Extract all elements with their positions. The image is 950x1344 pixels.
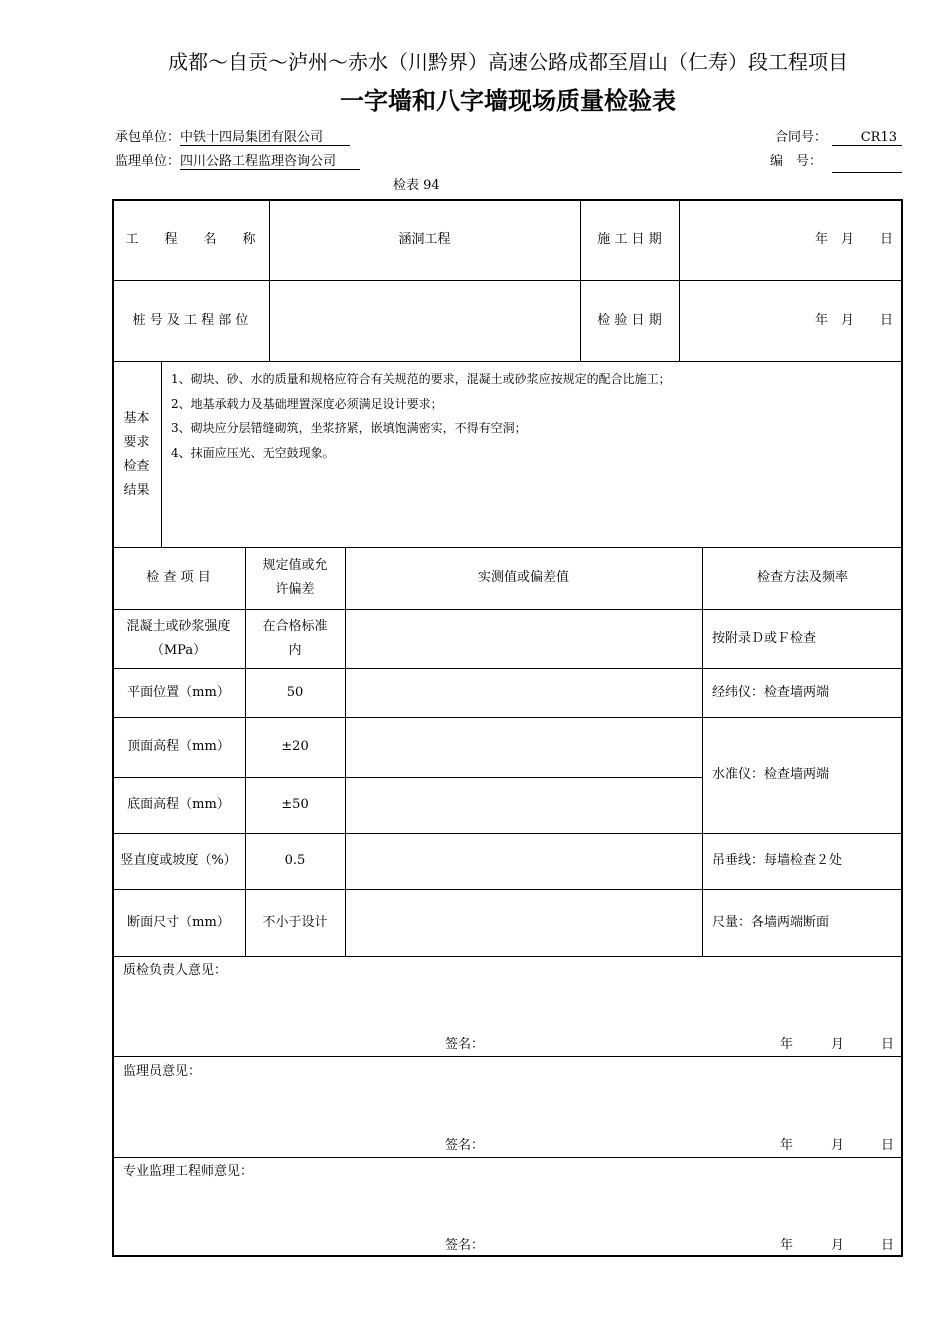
inspection-date-value: 年 月 日 xyxy=(814,312,893,328)
header-tolerance: 规定值或允 许偏差 xyxy=(262,558,328,597)
table-row-method: 按附录Ｄ或Ｆ检查 xyxy=(712,630,817,646)
header-item: 检 查 项 目 xyxy=(146,570,211,585)
engineer-day: 日 xyxy=(881,1238,895,1253)
header-measured: 实测值或偏差值 xyxy=(477,570,569,585)
table-row-tolerance: ±20 xyxy=(281,739,309,754)
supervisor-opinion-label: 监理员意见： xyxy=(123,1064,202,1079)
table-row-item: 顶面高程（mm） xyxy=(127,739,230,754)
supervisor-sign-label: 签名： xyxy=(445,1138,485,1153)
requirement-item: 3、砌块应分层错缝砌筑，坐浆挤紧，嵌填饱满密实，不得有空洞； xyxy=(171,421,527,435)
form-title: 一字墙和八字墙现场质量检验表 xyxy=(340,87,676,115)
engineer-opinion-label: 专业监理工程师意见： xyxy=(123,1164,254,1179)
contractor-value: 中铁十四局集团有限公司 xyxy=(180,130,350,146)
table-row-tolerance: 0.5 xyxy=(284,853,306,868)
project-title: 成都～自贡～泸州～赤水（川黔界）高速公路成都至眉山（仁寿）段工程项目 xyxy=(168,50,848,74)
table-row-method: 经纬仪：检查墙两端 xyxy=(712,684,830,700)
station-value xyxy=(269,280,580,361)
table-row-item: 底面高程（mm） xyxy=(127,797,230,812)
qc-sign-label: 签名： xyxy=(445,1037,485,1052)
station-label: 桩 号 及 工 程 部 位 xyxy=(132,312,249,328)
contractor-label: 承包单位： xyxy=(115,130,181,145)
qc-day: 日 xyxy=(881,1037,895,1052)
requirement-item: 1、砌块、砂、水的质量和规格应符合有关规范的要求，混凝土或砂浆应按规定的配合比施工； xyxy=(171,372,671,386)
supervisor-label: 监理单位： xyxy=(115,154,181,169)
table-row-tolerance: 50 xyxy=(286,684,304,700)
table-row-tolerance: 在合格标准 内 xyxy=(262,618,328,658)
supervisor-value: 四川公路工程监理咨询公司 xyxy=(180,154,360,170)
construction-date-label: 施 工 日 期 xyxy=(597,231,662,247)
supervisor-year: 年 xyxy=(780,1138,794,1153)
serial-no-value xyxy=(832,154,902,173)
project-name-label: 工 程 名 称 xyxy=(125,231,256,247)
table-row-item: 断面尺寸（mm） xyxy=(127,914,230,930)
engineer-month: 月 xyxy=(831,1238,845,1253)
table-row-tolerance: 不小于设计 xyxy=(262,914,328,930)
project-name-value: 涵洞工程 xyxy=(398,231,451,247)
table-row-method: 水准仪：检查墙两端 xyxy=(712,767,830,782)
header-method: 检查方法及频率 xyxy=(756,570,848,585)
basic-requirements-list xyxy=(171,367,671,465)
inspection-date-label: 检 验 日 期 xyxy=(597,312,662,328)
engineer-sign-label: 签名： xyxy=(445,1238,485,1253)
requirement-item: 4、抹面应压光、无空鼓现象。 xyxy=(171,445,335,460)
basic-requirements-label: 基本 要求 检查 结果 xyxy=(123,411,150,498)
contract-no-label: 合同号： xyxy=(775,130,828,145)
requirement-item: 2、地基承载力及基础埋置深度必须满足设计要求； xyxy=(171,396,443,411)
serial-no-label: 编 号： xyxy=(770,154,823,169)
table-row-method: 尺量：各墙两端断面 xyxy=(712,914,830,930)
table-row-item: 混凝土或砂浆强度 （MPa） xyxy=(126,618,231,658)
qc-year: 年 xyxy=(780,1037,794,1052)
form-code: 检表 94 xyxy=(393,178,440,193)
qc-month: 月 xyxy=(831,1037,845,1052)
table-row-tolerance: ±50 xyxy=(281,797,309,812)
supervisor-month: 月 xyxy=(831,1138,845,1153)
qc-opinion-label: 质检负责人意见： xyxy=(123,963,228,978)
contract-no-value: CR13 xyxy=(832,130,902,146)
supervisor-day: 日 xyxy=(881,1138,895,1153)
table-row-method: 吊垂线：每墙检查２处 xyxy=(712,853,843,868)
construction-date-value: 年 月 日 xyxy=(814,231,893,247)
table-row-item: 平面位置（mm） xyxy=(127,684,230,700)
engineer-year: 年 xyxy=(780,1238,794,1253)
table-row-item: 竖直度或坡度（%） xyxy=(120,853,237,868)
